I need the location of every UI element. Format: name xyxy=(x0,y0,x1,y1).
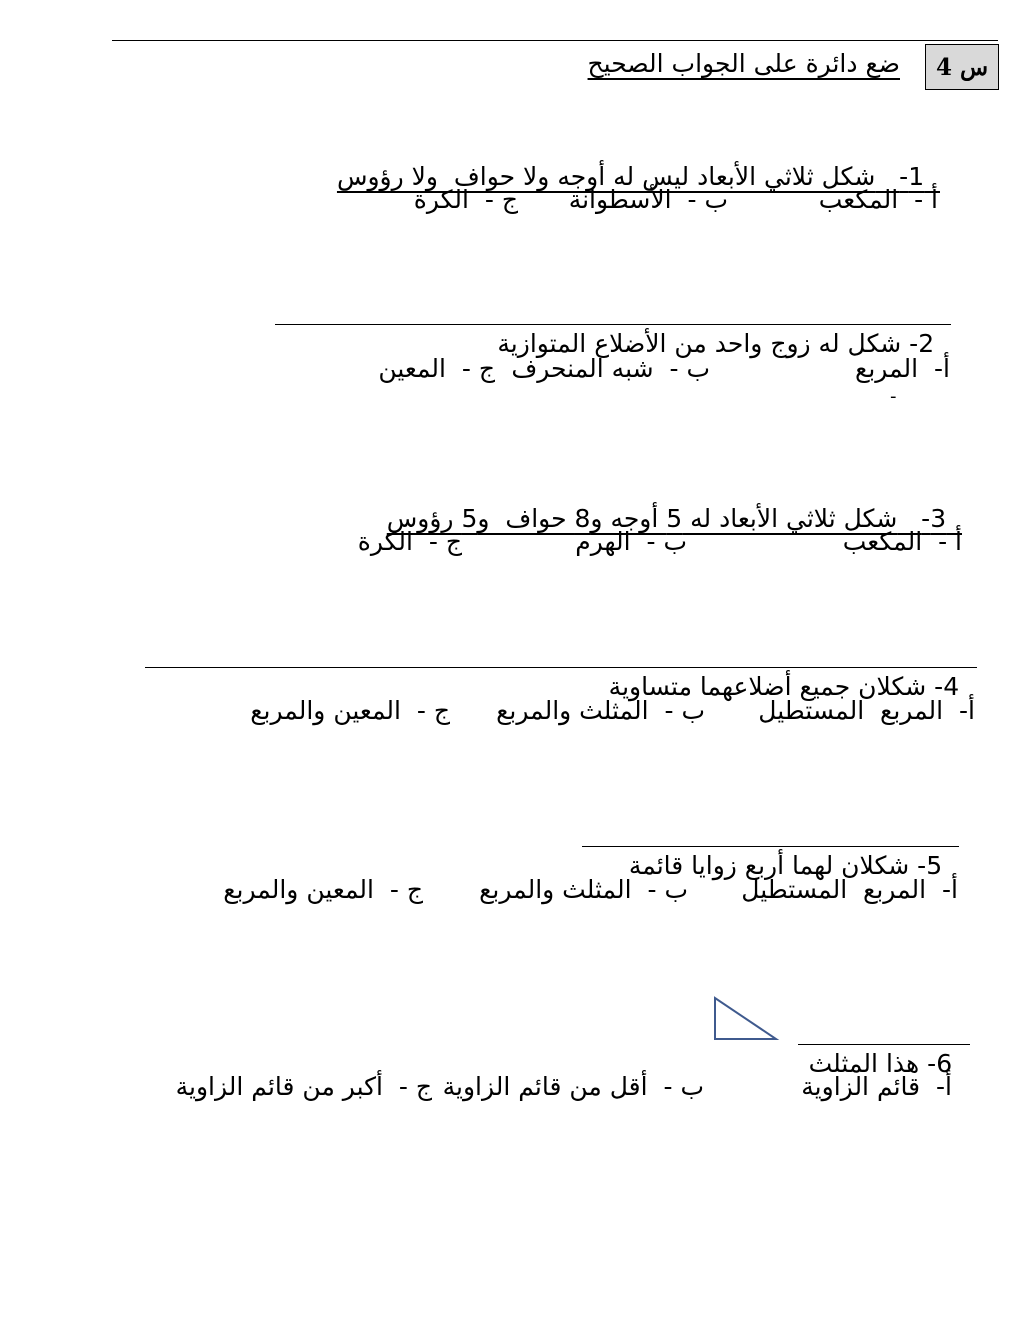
question-5-text: شكلان لهما أربع زوايا قائمة xyxy=(628,851,910,880)
question-6-underline xyxy=(798,1044,970,1045)
question-6-options xyxy=(176,1069,952,1105)
right-triangle-icon xyxy=(710,994,782,1044)
question-4-number: 4- xyxy=(934,672,960,701)
top-rule xyxy=(112,40,998,41)
question-2-number: 2- xyxy=(909,329,935,358)
option-b[interactable]: ب - المثلث والمربع xyxy=(479,875,688,904)
option-c[interactable]: ج - المعين والمربع xyxy=(250,696,450,725)
option-a[interactable]: أ- المربع المستطيل xyxy=(741,875,958,904)
option-b[interactable]: ب - شبه المنحرف xyxy=(511,354,710,383)
question-4-text: شكلان جميع أضلاعهما متساوية xyxy=(608,672,927,701)
question-5-number: 5- xyxy=(917,851,943,880)
question-6-number: 6- xyxy=(927,1049,953,1078)
option-b[interactable]: ب - المثلث والمربع xyxy=(496,696,705,725)
option-b[interactable]: ب - الأسطوانة xyxy=(568,185,728,214)
option-a[interactable]: أ- المربع المستطيل xyxy=(758,696,975,725)
option-a[interactable]: أ- المربع xyxy=(855,354,950,383)
question-4-underline xyxy=(145,667,977,668)
option-c[interactable]: ج - الكرة xyxy=(413,185,518,214)
question-5-underline xyxy=(582,846,959,847)
question-6-text: هذا المثلث xyxy=(808,1049,920,1078)
option-a[interactable]: أ- قائم الزاوية xyxy=(801,1072,952,1101)
question-2-underline xyxy=(275,324,951,325)
question-2-options xyxy=(378,351,950,387)
question-4-options xyxy=(250,693,975,729)
option-c[interactable]: ج - الكرة xyxy=(357,527,462,556)
stray-mark: - xyxy=(890,386,897,407)
question-1-text: شكل ثلاثي الأبعاد ليس له أوجه ولا حواف ولا رؤوس xyxy=(336,162,876,191)
option-c[interactable]: ج - المعين xyxy=(378,354,495,383)
option-b[interactable]: ب - أقل من قائم الزاوية xyxy=(442,1072,704,1101)
option-a[interactable]: أ - المكعب xyxy=(818,185,938,214)
question-3-number: 3- xyxy=(921,504,947,533)
option-a[interactable]: أ - المكعب xyxy=(842,527,962,556)
question-1-options xyxy=(414,182,938,218)
option-c[interactable]: ج - المعين والمربع xyxy=(223,875,423,904)
question-2-text: شكل له زوج واحد من الأضلاع المتوازية xyxy=(497,329,902,358)
instruction-heading: ضع دائرة على الجواب الصحيح xyxy=(587,49,900,78)
question-number-box: س 4 xyxy=(925,44,999,90)
question-3-text: شكل ثلاثي الأبعاد له 5 أوجه و8 حواف و5 رؤوس xyxy=(386,504,898,533)
question-5-options xyxy=(223,872,958,908)
question-1-number: 1- xyxy=(899,162,925,191)
option-c[interactable]: ج - أكبر من قائم الزاوية xyxy=(175,1072,432,1101)
option-b[interactable]: ب - الهرم xyxy=(575,527,687,556)
question-3-options xyxy=(358,524,962,560)
